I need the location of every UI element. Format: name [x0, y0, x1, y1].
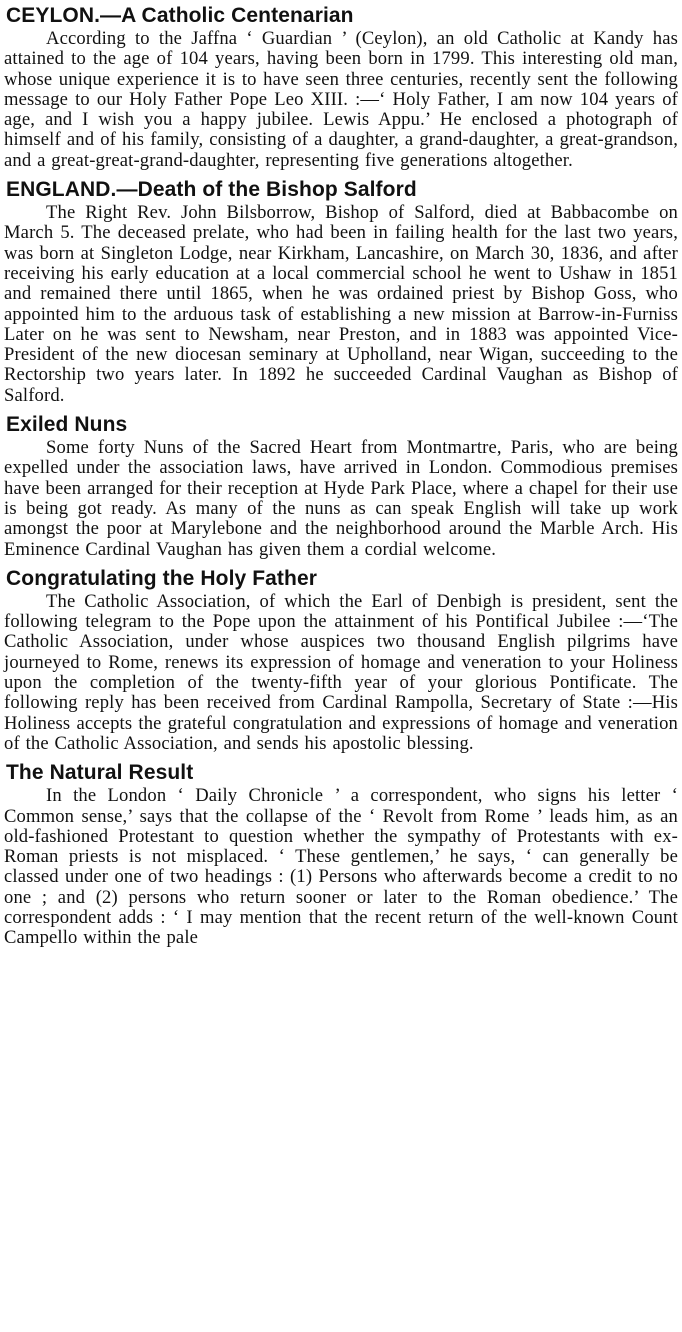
article-heading: Congratulating the Holy Father: [6, 566, 318, 590]
article-congratulating: [4, 566, 678, 754]
article-body: The Catholic Association, of which the Earl of Denbigh is president, sent the following telegram to the Pope upon the attainment of his Pontifical Jubilee :—‘The Catholic Association, under whose auspices two thousand English pilgrims have journeyed to Rome, renews its expression of homage and veneration to your Holiness upon the completion of the twenty-fifth year of your glorious Pontificate. The following reply has been received from Cardinal Rampolla, Secretary of State :—His Holiness accepts the grateful congratulation and expressions of homage and veneration of the Catholic Association, and sends his apostolic blessing.: [4, 590, 678, 754]
article-ceylon: [4, 3, 678, 171]
article-body: In the London ‘ Daily Chronicle ’ a correspondent, who signs his letter ‘ Common sense,’ says that the collapse of the ‘ Revolt from Rome ’ leads him, as an old-fashioned Protestant to question whether the sympathy of Protestants with ex-Roman priests is not misplaced. ‘ These gentlemen,’ he says, ‘ can generally be classed under one of two headings : (1) Persons who afterwards become a credit to no one ; and (2) persons who return sooner or later to the Roman obedience.’ The correspondent adds : ‘ I may mention that the recent return of the well-known Count Campello within the pale: [4, 785, 678, 949]
article-body: According to the Jaffna ‘ Guardian ’ (Ceylon), an old Catholic at Kandy has attained to the age of 104 years, having been born in 1799. This interesting old man, whose unique experience it is to have seen three centuries, recently sent the following message to our Holy Father Pope Leo XIII. :—‘ Holy Father, I am now 104 years of age, and I wish you a happy jubilee. Lewis Appu.’ He enclosed a photograph of himself and of his family, consisting of a daughter, a grand-daughter, a great-grandson, and a great-great-grand-daughter, representing five generations altogether.: [4, 28, 678, 171]
article-heading: ENGLAND.—Death of the Bishop Salford: [6, 178, 417, 202]
article-body: Some forty Nuns of the Sacred Heart from Montmartre, Paris, who are being expelled under the association laws, have arrived in London. Commodious premises have been arranged for their reception at Hyde Park Place, where a chapel for their use is being got ready. As many of the nuns as can speak English will take up work amongst the poor at Marylebone and the neighborhood around the Marble Arch. His Eminence Cardinal Vaughan has given them a cordial welcome.: [4, 437, 678, 560]
article-heading: Exiled Nuns: [6, 413, 128, 437]
article-natural-result: [4, 760, 678, 948]
article-heading: CEYLON.—A Catholic Centenarian: [6, 4, 354, 27]
article-heading: The Natural Result: [6, 761, 194, 785]
article-england: [4, 177, 678, 406]
article-exiled-nuns: [4, 412, 678, 560]
article-body: The Right Rev. John Bilsborrow, Bishop of Salford, died at Babbacombe on March 5. The deceased prelate, who had been in failing health for the last two years, was born at Singleton Lodge, near Kirkham, Lancashire, on March 30, 1836, and after receiving his early education at a local commercial school he went to Ushaw in 1851 and remained there until 1865, when he was ordained priest by Bishop Goss, who appointed him to the arduous task of establishing a new mission at Barrow-in-Furniss Later on he was sent to Newsham, near Preston, and in 1883 was appointed Vice-President of the new diocesan seminary at Upholland, near Wigan, succeeding to the Rectorship two years later. In 1892 he succeeded Cardinal Vaughan as Bishop of Salford.: [4, 202, 678, 406]
